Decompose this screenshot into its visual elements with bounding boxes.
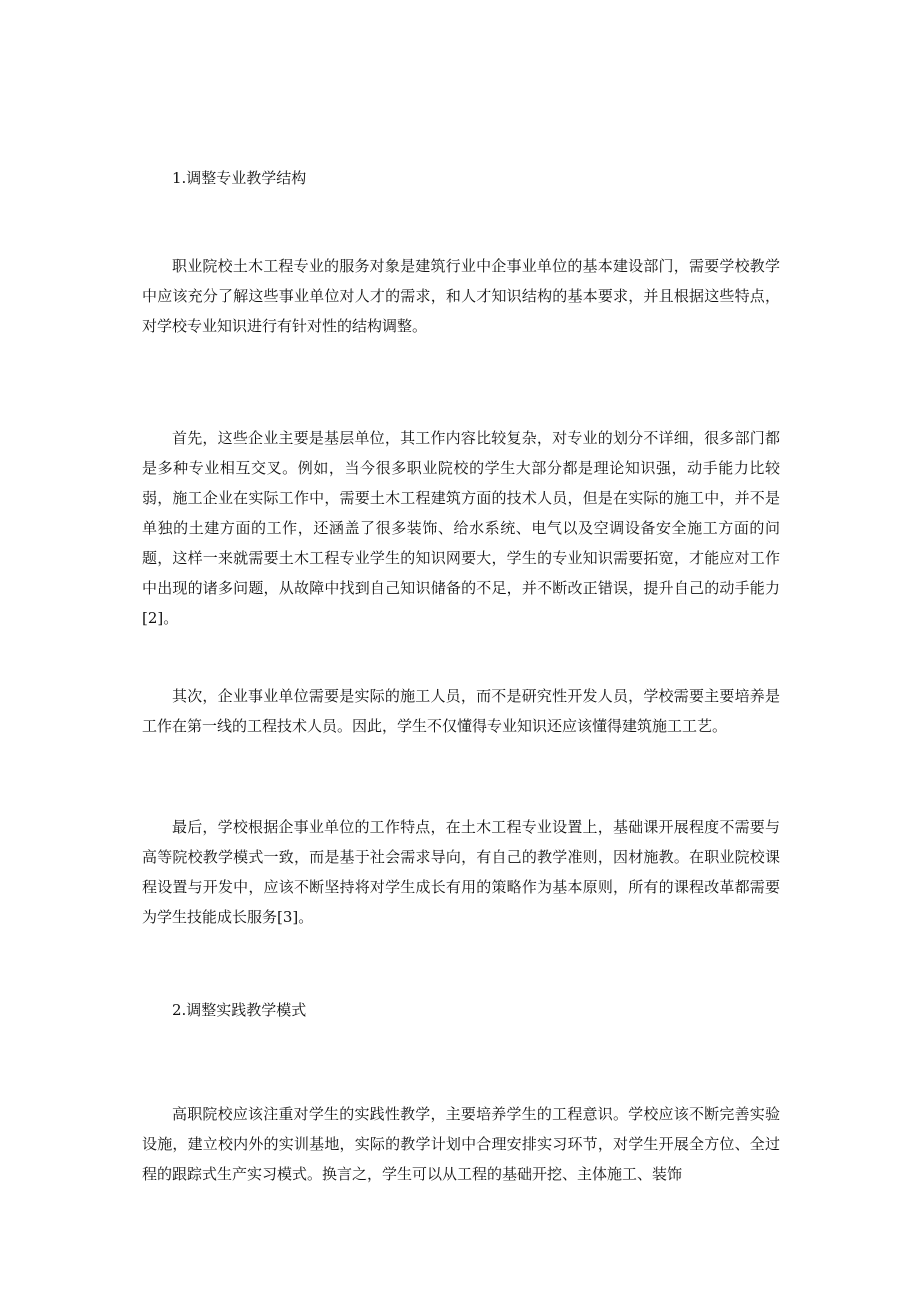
paragraph-5: 高职院校应该注重对学生的实践性教学，主要培养学生的工程意识。学校应该不断完善实验设施，建立校内外的实训基地，实际的教学计划中合理安排实习环节，对学生开展全方位、全过程的跟踪式生产实习模式。换言之，学生可以从工程的基础开挖、主体施工、装饰 [142, 1105, 780, 1183]
section-heading-2: 2.调整实践教学模式 [172, 1001, 307, 1019]
paragraph-3: 其次，企业事业单位需要是实际的施工人员，而不是研究性开发人员，学校需要主要培养是工作在第一线的工程技术人员。因此，学生不仅懂得专业知识还应该懂得建筑施工工艺。 [142, 687, 780, 735]
section-heading-1: 1.调整专业教学结构 [172, 169, 307, 187]
paragraph-4: 最后，学校根据企事业单位的工作特点，在土木工程专业设置上，基础课开展程度不需要与高等院校教学模式一致，而是基于社会需求导向，有自己的教学准则，因材施教。在职业院校课程设置与开发中，应该不断坚持将对学生成长有用的策略作为基本原则，所有的课程改革都需要为学生技能成长服务[3]。 [142, 818, 780, 926]
paragraph-2: 首先，这些企业主要是基层单位，其工作内容比较复杂，对专业的划分不详细，很多部门都是多种专业相互交叉。例如，当今很多职业院校的学生大部分都是理论知识强，动手能力比较弱，施工企业在实际工作中，需要土木工程建筑方面的技术人员，但是在实际的施工中，并不是单独的土建方面的工作，还涵盖了很多装饰、给水系统、电气以及空调设备安全施工方面的问题，这样一来就需要土木工程专业学生的知识网要大，学生的专业知识需要拓宽，才能应对工作中出现的诸多问题，从故障中找到自己知识储备的不足，并不断改正错误，提升自己的动手能力[2]。 [142, 429, 780, 627]
paragraph-1: 职业院校土木工程专业的服务对象是建筑行业中企事业单位的基本建设部门，需要学校教学中应该充分了解这些事业单位对人才的需求，和人才知识结构的基本要求，并且根据这些特点，对学校专业知识进行有针对性的结构调整。 [142, 257, 780, 335]
